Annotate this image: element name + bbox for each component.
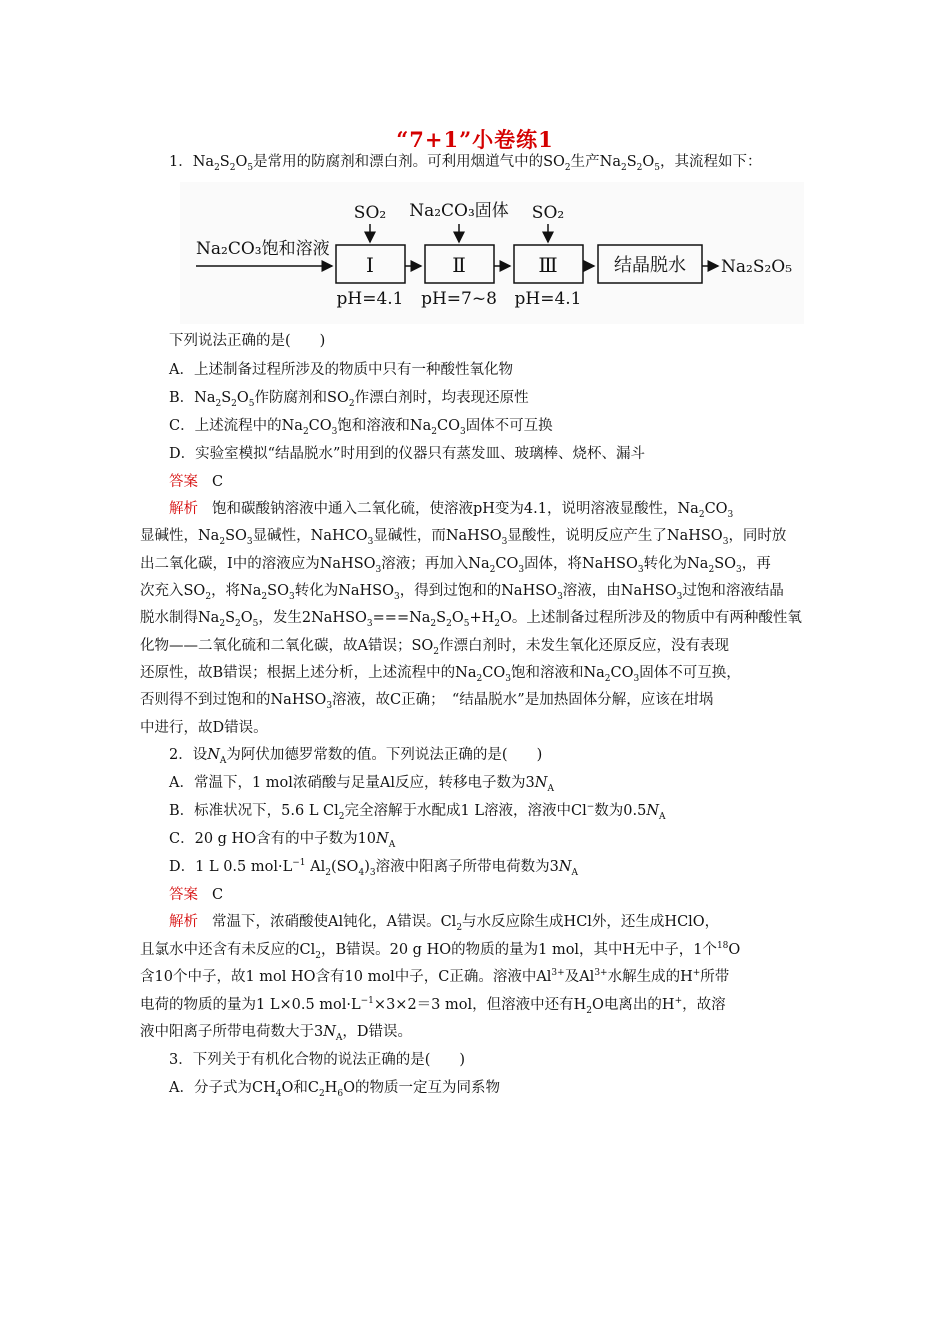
q2-option-d: D．1 L 0.5 $mol\cdot L^{-1}$ $Al_2(SO_4)_3$溶液中阳离子所带电荷数为$3N_A$	[169, 858, 579, 878]
q3-stem: 3．下列关于有机化合物的说法正确的是( )	[169, 1052, 466, 1068]
q1-option-a: A．上述制备过程所涉及的物质中只有一种酸性氧化物	[169, 362, 513, 378]
q1-option-b: B．$Na_2S_2O_5$作防腐剂和$SO_2$作漂白剂时，均表现还原性	[169, 390, 529, 409]
diagram-feed-label: Na₂CO₃饱和溶液	[196, 239, 330, 259]
page-title: “7+1”小卷练1	[396, 127, 554, 152]
q3-option-a: A．分子式为$CH_4O$和$C_2H_6O$的物质一定互为同系物	[169, 1080, 500, 1099]
diagram-product: Na₂S₂O₅	[721, 257, 793, 277]
q1-analysis-line-8: 否则得不到过饱和的NaHSO$_3$溶液，故C正确； “结晶脱水”是加热固体分解，应该在坩埚	[140, 692, 714, 711]
q2-analysis-line-1: 解析 常温下，浓硝酸使Al钝化，A错误。$Cl_2$与水反应除生成HCl外，还生成HClO，	[169, 914, 720, 933]
diagram-input-1: SO₂	[353, 203, 387, 223]
q1-option-d: D．实验室模拟“结晶脱水”时用到的仪器只有蒸发皿、玻璃棒、烧杯、漏斗	[169, 446, 645, 462]
q1-analysis-line-3: 出二氧化碳，Ⅰ中的溶液应为NaHSO$_3$溶液；再加入$Na_2CO_3$固体，将NaHSO$_3$转化为$Na_2SO_3$，再	[140, 556, 771, 575]
diagram-ph-1: pH=4.1	[336, 289, 404, 309]
q2-analysis-line-3: 含10个中子，故1 mol HO含有10 mol中子，C正确。溶液中$Al^{3+}$及$Al^{3+}$水解生成的H+所带	[140, 968, 730, 985]
diagram-input-2: Na₂CO₃固体	[409, 201, 509, 221]
q2-option-b: B．标准状况下，5.6 L $Cl_2$完全溶解于水配成1 L溶液，溶液中Cl−数为$0.5N_A$	[169, 802, 666, 822]
q1-analysis-line-1: 解析 饱和碳酸钠溶液中通入二氧化硫，使溶液pH变为4.1，说明溶液显酸性，$Na_2CO_3$	[169, 501, 734, 520]
diagram-step-4	[598, 245, 702, 283]
q1-analysis-line-4: 次充入$SO_2$，将$Na_2SO_3$转化为NaHSO$_3$，得到过饱和的NaHSO$_3$溶液，由NaHSO$_3$过饱和溶液结晶	[140, 583, 784, 602]
q2-analysis-line-4: 电荷的物质的量为1 L×0.5 $mol\cdot L^{-1}\times 3\times 2=3$ mol，但溶液中还有$H_2O$电离出的H+，故溶	[140, 996, 726, 1016]
svg-text:Ⅲ: Ⅲ	[538, 253, 558, 277]
q1-answer: 答案 C	[169, 474, 224, 490]
q2-option-a: A．常温下，1 mol浓硝酸与足量Al反应，转移电子数为$3N_A$	[169, 775, 554, 794]
q1-prompt: 下列说法正确的是( )	[169, 333, 326, 349]
flow-diagram	[180, 182, 804, 324]
diagram-step-1	[336, 245, 405, 283]
diagram-step-2	[425, 245, 494, 283]
diagram-input-3: SO₂	[531, 203, 565, 223]
q2-analysis-line-2: 且氯水中还含有未反应的$Cl_2$，B错误。20 g HO的物质的量为1 mol，其中H无中子，1个$^{18}$O	[140, 941, 741, 961]
diagram-ph-2: pH=7~8	[421, 289, 497, 309]
q2-option-c: C．20 g HO含有的中子数为$10N_A$	[169, 831, 396, 850]
svg-text:Ⅱ: Ⅱ	[452, 253, 466, 277]
q2-analysis-line-5: 液中阳离子所带电荷数大于$3N_A$，D错误。	[140, 1024, 413, 1043]
svg-text:结晶脱水: 结晶脱水	[614, 255, 686, 276]
diagram-ph-3: pH=4.1	[514, 289, 582, 309]
q2-stem: 2．设$N_A$为阿伏加德罗常数的值。下列说法正确的是( )	[169, 747, 543, 766]
diagram-step-3	[514, 245, 583, 283]
q1-analysis-line-2: 显碱性，$Na_2SO_3$显碱性，NaHCO$_3$显碱性，而NaHSO$_3$显酸性，说明反应产生了NaHSO$_3$，同时放	[140, 528, 787, 547]
q1-stem: 1．$Na_2S_2O_5$是常用的防腐剂和漂白剂。可利用烟道气中的$SO_2$生产$Na_2S_2O_5$，其流程如下：	[169, 154, 762, 173]
q2-answer: 答案 C	[169, 887, 224, 903]
q1-analysis-line-5: 脱水制得$Na_2S_2O_5$，发生$2NaHSO_3===Na_2S_2O_5+H_2O$。上述制备过程所涉及的物质中有两种酸性氧	[140, 610, 802, 629]
q1-analysis-line-9: 中进行，故D错误。	[140, 720, 268, 736]
q1-analysis-line-7: 还原性，故B错误；根据上述分析，上述流程中的$Na_2CO_3$饱和溶液和$Na_2CO_3$固体不可互换，	[140, 665, 741, 684]
q1-analysis-line-6: 化物——二氧化硫和二氧化碳，故A错误；$SO_2$作漂白剂时，未发生氧化还原反应，没有表现	[140, 638, 730, 657]
svg-text:Ⅰ: Ⅰ	[366, 253, 374, 277]
q1-option-c: C．上述流程中的$Na_2CO_3$饱和溶液和$Na_2CO_3$固体不可互换	[169, 418, 553, 437]
